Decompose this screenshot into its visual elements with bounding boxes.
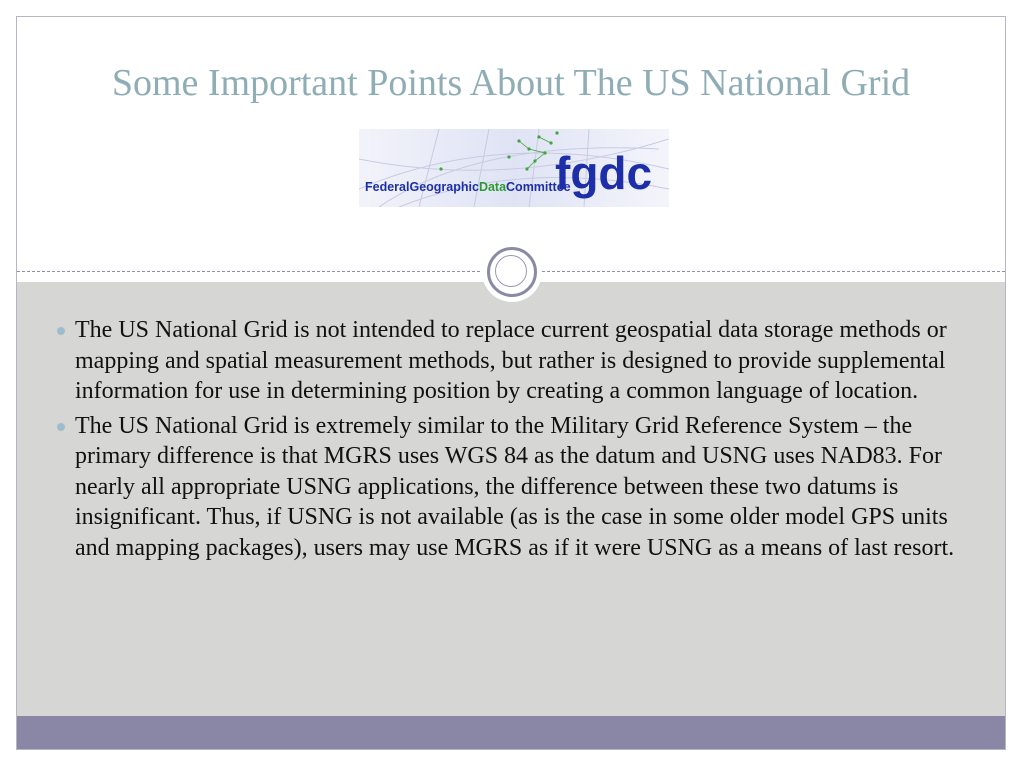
logo-federal: Federal [365,180,410,194]
footer-bar [17,716,1005,749]
bullet-dot-icon [57,327,65,335]
fgdc-logo [359,129,669,207]
logo-wordmark: fgdc [555,147,653,199]
divider-inner-circle-icon [495,255,527,287]
logo-committee: Committee [506,180,571,194]
slide-title: Some Important Points About The US National Grid [111,62,911,104]
bullet-text: The US National Grid is not intended to replace current geospatial data storage methods or mapping and spatial measurement methods, but rather is designed to provide supplemental information for use in determining position by creating a common language of location. [75,317,947,404]
bullet-list [75,315,975,567]
svg-text:FederalGeographicDataCommittee [365,180,571,194]
slide-frame [16,16,1006,750]
bullet-dot-icon [57,423,65,431]
bullet-item [75,411,975,564]
bullet-text: The US National Grid is extremely similar to the Military Grid Reference System – the primary difference is that MGRS uses WGS 84 as the datum and USNG uses NAD83. For nearly all appropriate USNG applications, the difference between these two datums is insignificant. Thus, if USNG is not available (as is the case in some older model GPS units and mapping packages), users may use MGRS as if it were USNG as a means of last resort. [75,412,955,561]
logo-geographic: Geographic [409,180,479,194]
logo-data: Data [478,180,507,194]
bullet-item [75,315,975,407]
